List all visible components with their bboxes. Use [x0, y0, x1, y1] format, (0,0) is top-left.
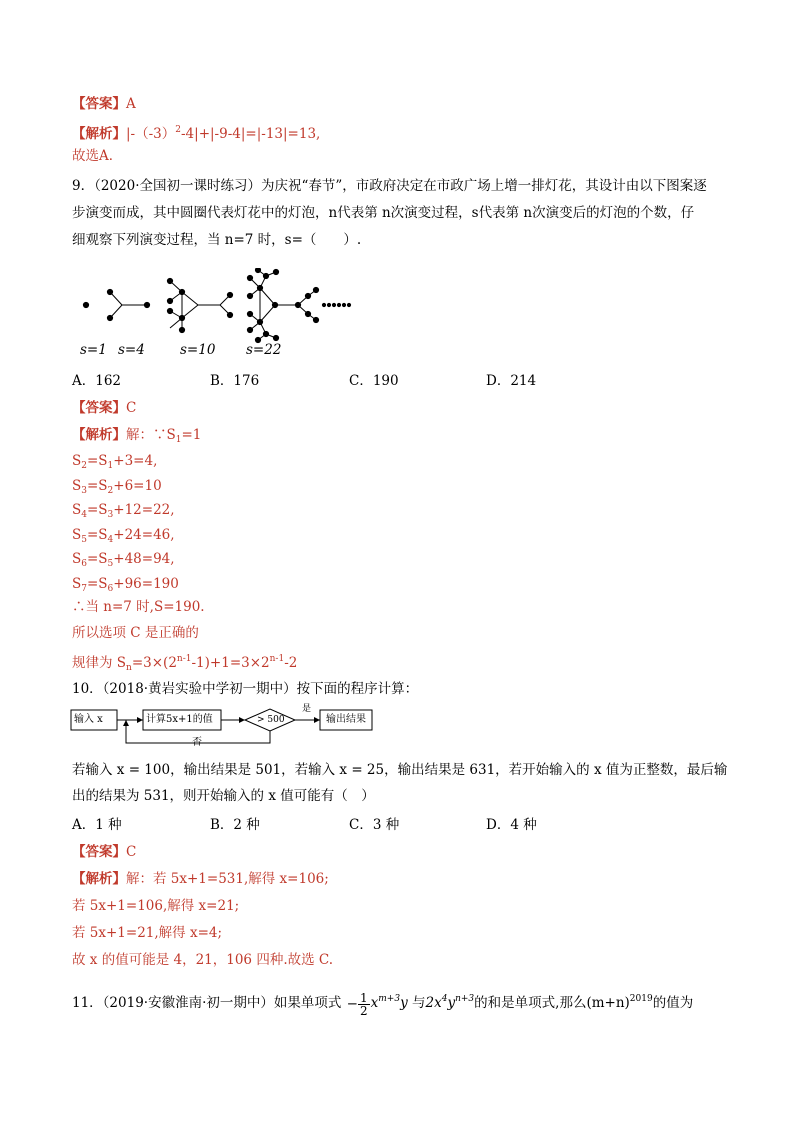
- q9-lamp-figure: [70, 268, 370, 360]
- step-part-a: S: [72, 526, 82, 543]
- analysis-tag: 【解析】: [72, 427, 126, 443]
- q11-term2-supy: n+3: [455, 994, 475, 1004]
- q9-option-b: B．176: [210, 373, 260, 389]
- q9-so-option: 所以选项 C 是正确的: [72, 625, 199, 641]
- lamp-stage-4: [247, 268, 318, 343]
- flow-input-box: 输入 x: [74, 714, 103, 725]
- fig-label-1: s=1: [80, 342, 107, 358]
- step-part-bs: 4: [107, 534, 114, 545]
- analysis-intro: 解：∵S: [126, 427, 176, 443]
- answer-tag: 【答案】: [72, 96, 126, 112]
- q9-step-line: [72, 451, 157, 476]
- flow-yes-label: 是: [302, 704, 312, 714]
- step-part-as: 2: [81, 461, 87, 471]
- q11-fraction: − $\frac{1}{2}$: [346, 990, 368, 1018]
- analysis-tag: 【解析】: [72, 126, 126, 142]
- q9-step-line: [72, 476, 162, 501]
- answer-value: C: [126, 844, 137, 860]
- q8-conclusion: 故选A．: [72, 148, 123, 164]
- q10-analysis4: 故 x 的值可能是 4，21，106 四种.故选 C.: [72, 952, 334, 968]
- rule-d: -2: [284, 655, 298, 671]
- q10-analysis2: 若 5x+1=106,解得 x=21;: [72, 898, 240, 914]
- step-part-c: +48=94,: [113, 551, 175, 567]
- q10-analysis-line: [72, 869, 329, 889]
- q9-therefore: ∴当 n=7 时,S=190.: [72, 599, 205, 615]
- frac-denominator: 2: [359, 1003, 368, 1018]
- step-part-bs: 6: [107, 583, 114, 594]
- q11-suffix: 的和是单项式,那么(m+n): [474, 995, 630, 1011]
- step-part-a: S: [72, 575, 82, 592]
- q9-stem-line3: 细观察下列演变过程，当 n=7 时，s=（ ）.: [72, 232, 362, 248]
- lamp-stage-2: [107, 289, 149, 320]
- step-part-bs: 2: [107, 485, 114, 496]
- analysis-intro-end: =1: [181, 427, 202, 443]
- step-part-as: 5: [81, 534, 87, 545]
- flow-no-label: 否: [192, 737, 202, 748]
- step-part-c: +96=190: [113, 575, 179, 592]
- q11-suffix-sup: 2019: [629, 994, 653, 1004]
- q10-option-b: B．2 种: [210, 817, 260, 833]
- q9-step-line: [72, 525, 175, 550]
- q8-answer-line: [72, 94, 136, 114]
- step-part-a: S: [72, 477, 82, 494]
- step-part-b: =S: [86, 502, 108, 518]
- q11-term1-x: x: [370, 995, 379, 1011]
- q11-stem: [72, 986, 693, 1017]
- fig-label-2: s=4: [118, 342, 145, 358]
- step-part-c: +24=46,: [113, 526, 175, 543]
- step-part-as: 3: [81, 485, 87, 496]
- rule-a: 规律为 S: [72, 655, 127, 671]
- q11-term2-coef: 2x: [425, 995, 442, 1011]
- q10-option-c: C．3 种: [349, 817, 400, 833]
- analysis-sup: 2: [175, 125, 181, 135]
- step-part-c: +12=22,: [113, 502, 175, 518]
- q11-prefix: 11．（2019·安徽淮南·初一期中）如果单项式: [72, 995, 342, 1011]
- q10-analysis3: 若 5x+1=21,解得 x=4;: [72, 925, 223, 941]
- step-part-as: 7: [81, 583, 87, 594]
- rule-c: -1)+1=3×2: [191, 655, 270, 671]
- q11-term1-y: y: [400, 995, 408, 1011]
- flow-output-box: 输出结果: [326, 714, 366, 725]
- lamp-dot: [83, 302, 88, 307]
- step-part-b: =S: [86, 526, 108, 543]
- rule-sub: n: [126, 663, 132, 673]
- step-part-as: 6: [81, 559, 87, 569]
- q10-text-line1: 若输入 x = 100，输出结果是 501，若输入 x = 25，输出结果是 631，若开始输入的 x 值为正整数，最后输: [72, 762, 728, 778]
- step-part-bs: 1: [107, 461, 114, 471]
- analysis-text: 解：若 5x+1=531,解得 x=106;: [126, 871, 329, 887]
- step-part-bs: 5: [107, 559, 114, 569]
- answer-tag: 【答案】: [72, 844, 126, 860]
- frac-numerator: 1: [359, 990, 368, 1005]
- q9-stem-line1: 9．（2020·全国初一课时练习）为庆祝“春节”，市政府决定在市政广场上增一排灯花，其设计由以下图案逐: [72, 178, 707, 194]
- step-part-c: +6=10: [113, 477, 162, 494]
- step-part-b: =S: [86, 551, 108, 567]
- step-part-bs: 3: [107, 510, 114, 520]
- q8-analysis-line: [72, 120, 320, 144]
- q10-stem: 10．（2018·黄岩实验中学初一期中）按下面的程序计算：: [72, 681, 419, 697]
- rule-sup2: n-1: [269, 654, 285, 664]
- rule-b: =3×(2: [131, 655, 177, 671]
- answer-value: C: [126, 400, 137, 416]
- q10-flowchart: [70, 706, 380, 750]
- q10-option-d: D．4 种: [486, 817, 537, 833]
- continuation-dots: [322, 303, 350, 306]
- q9-step-line: [72, 549, 175, 574]
- q10-text-line2: 出的结果为 531，则开始输入的 x 值可能有（ ）: [72, 788, 375, 804]
- fig-label-4: s=22: [246, 342, 282, 358]
- q9-rule: [72, 649, 297, 678]
- q11-term1-sup: m+3: [378, 994, 401, 1004]
- q9-step-line: [72, 500, 175, 525]
- q10-answer-line: [72, 842, 136, 862]
- answer-value: A: [126, 96, 136, 112]
- q9-option-a: A．162: [72, 373, 122, 389]
- q10-option-a: A．1 种: [72, 817, 122, 833]
- step-part-b: =S: [86, 575, 108, 592]
- fig-label-3: s=10: [180, 342, 216, 358]
- q9-analysis-line: [72, 425, 201, 450]
- q9-option-d: D．214: [486, 373, 537, 389]
- analysis-sub: 1: [175, 435, 182, 445]
- q9-stem-line2: 步演变而成，其中圆圈代表灯花中的灯泡，n代表第 n次演变过程，s代表第 n次演变后的灯泡的个数，仔: [72, 205, 695, 221]
- flow-compute-box: 计算5x+1的值: [146, 714, 213, 725]
- step-part-b: =S: [86, 453, 108, 469]
- step-part-b: =S: [86, 477, 108, 494]
- answer-tag: 【答案】: [72, 400, 126, 416]
- q9-answer-line: [72, 398, 136, 418]
- flow-condition: > 500: [257, 715, 285, 725]
- q9-step-line: [72, 574, 179, 599]
- step-part-a: S: [72, 502, 82, 518]
- q9-option-c: C．190: [349, 373, 399, 389]
- step-part-as: 4: [81, 510, 87, 520]
- analysis-text-b: -4|+|-9-4|=|-13|=13,: [181, 126, 321, 142]
- lamp-stage-3: [167, 278, 232, 332]
- q11-suffix-end: 的值为: [652, 995, 694, 1011]
- q11-mid: 与: [412, 995, 426, 1011]
- step-part-a: S: [72, 453, 82, 469]
- step-part-c: +3=4,: [113, 453, 158, 469]
- q11-term2-supx: 4: [441, 994, 448, 1004]
- analysis-tag: 【解析】: [72, 871, 126, 887]
- rule-sup1: n-1: [176, 654, 192, 664]
- q11-term2-y: y: [447, 995, 456, 1011]
- step-part-a: S: [72, 551, 82, 567]
- analysis-text-a: |-（-3）: [126, 126, 176, 142]
